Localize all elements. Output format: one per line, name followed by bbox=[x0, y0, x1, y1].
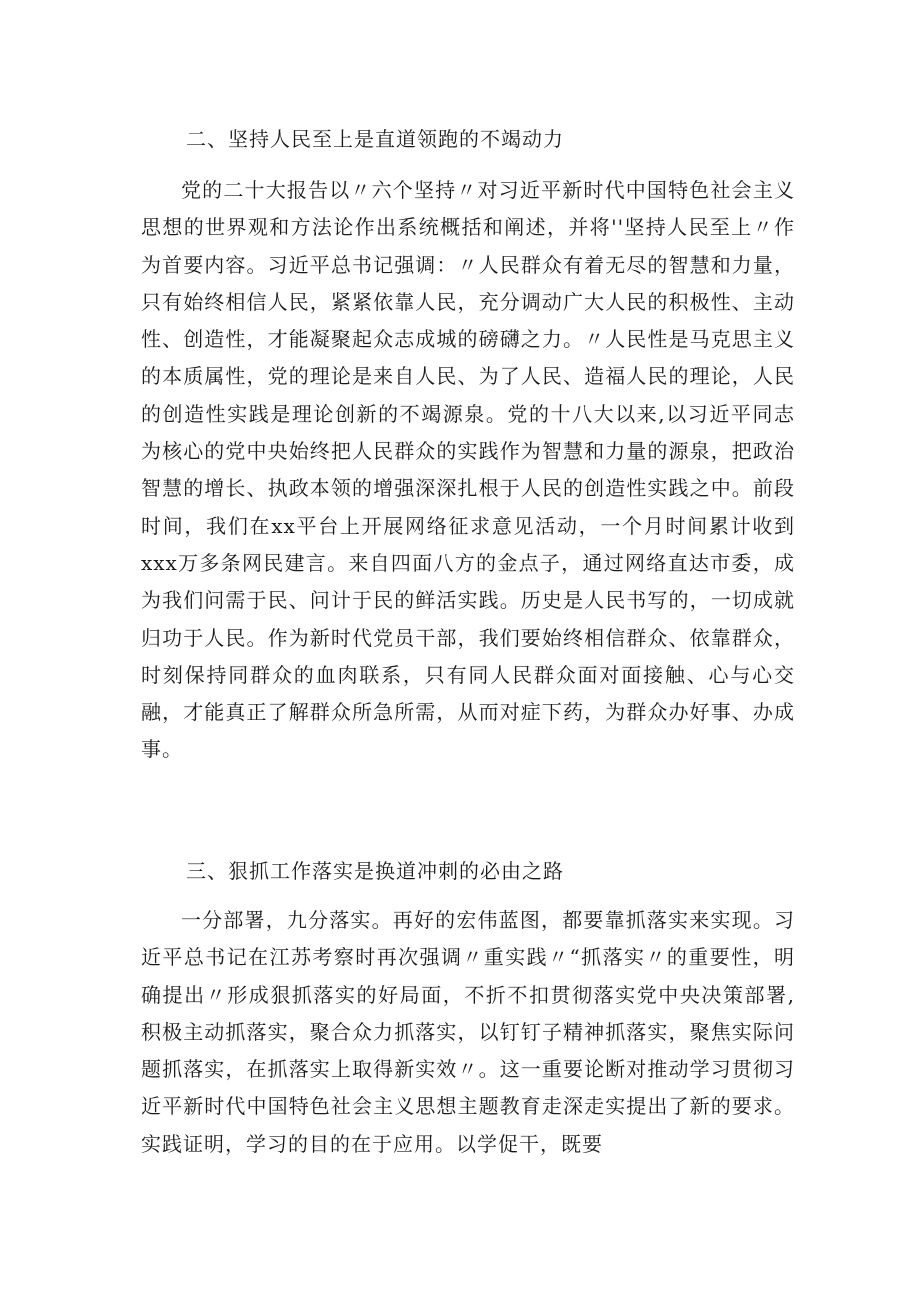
section-paragraph-3: 一分部署，九分落实。再好的宏伟蓝图，都要靠抓落实来实现。习近平总书记在江苏考察时再次强调〃重实践〃“抓落实〃的重要性，明确提出〃形成狠抓落实的好局面，不折不扣贯彻落实党中央决策部署,积极主动抓落实，聚合众力抓落实，以钉钉子精神抓落实，聚焦实际问题抓落实，在抓落实上取得新实效〃。这一重要论断对推动学习贯彻习近平新时代中国特色社会主义思想主题教育走深走实提出了新的要求。实践证明，学习的目的在于应用。以学促干，既要 bbox=[141, 908, 795, 1156]
section-heading-2: 二、坚持人民至上是直道领跑的不竭动力 bbox=[186, 127, 564, 151]
section-paragraph-2: 党的二十大报告以〃六个坚持〃对习近平新时代中国特色社会主义思想的世界观和方法论作出系统概括和阐述，并将''坚持人民至上〃作为首要内容。习近平总书记强调：〃人民群众有着无尽的智慧和力量，只有始终相信人民，紧紧依靠人民，充分调动广大人民的积极性、主动性、创造性，才能凝聚起众志成城的磅礴之力。〃人民性是马克思主义的本质属性，党的理论是来自人民、为了人民、造福人民的理论，人民的创造性实践是理论创新的不竭源泉。党的十八大以来,以习近平同志为核心的党中央始终把人民群众的实践作为智慧和力量的源泉，把政治智慧的增长、执政本领的增强深深扎根于人民的创造性实践之中。前段时间，我们在xx平台上开展网络征求意见活动，一个月时间累计收到xxx万多条网民建言。来自四面八方的金点子，通过网络直达市委，成为我们问需于民、问计于民的鲜活实践。历史是人民书写的，一切成就归功于人民。作为新时代党员干部，我们要始终相信群众、依靠群众，时刻保持同群众的血肉联系，只有同人民群众面对面接触、心与心交融，才能真正了解群众所急所需，从而对症下药，为群众办好事、办成事。 bbox=[141, 178, 795, 762]
section-heading-3: 三、狠抓工作落实是换道冲刺的必由之路 bbox=[186, 859, 564, 883]
